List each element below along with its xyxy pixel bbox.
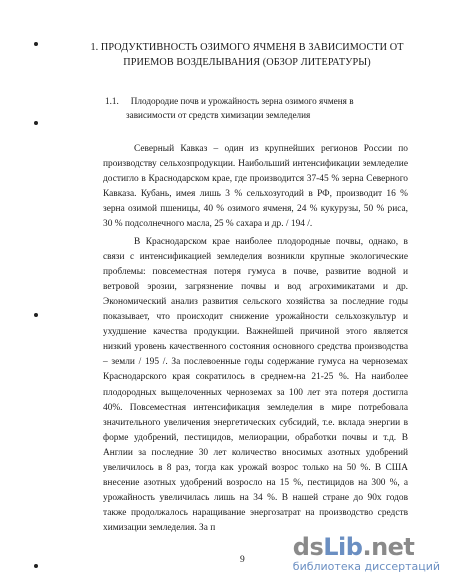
margin-bullet-1 [34,42,38,46]
watermark-logo [293,535,440,559]
section-title-line-2: зависимости от средств химизации земледелия [126,110,311,120]
chapter-heading [82,40,412,70]
section-title-line-1: Плодородие почв и урожайность зерна озимого ячменя в [130,96,354,106]
watermark-logo-ds: ds [292,533,324,561]
margin-bullet-3 [34,313,38,317]
paragraph-2: В Краснодарском крае наиболее плодородные почвы, однако, в связи с интенсификацией земледелия возникли крупные экологические проблемы: повсеместная потеря гумуса в почве, развитие водной и ветровой эрозии, загрязнение почвы и вод агрохимикатами и др. Экономический анализ развития сельского хозяйства за последние годы показывает, что происходит снижение урожайности сельхозкультур и ухудшение качества продукции. Важнейшей причиной этого является низкий уровень качественного состояния основного средства производства – земли / 195 /. За послевоенные годы содержание гумуса на черноземах Краснодарского края сократилось в среднем-на 21-25 %. На наиболее плодородных выщелоченных черноземах за 100 лет эта потеря достигла 40%. Повсеместная интенсификация земледелия в мире потребовала значительного увеличения энергетических субсидий, т.е. вклада энергии в форме удобрений, пестицидов, мелиорации, обработки почвы и т.д. В Англии за последние 30 лет количество вносимых азотных удобрений увеличилось в 8 раз, тогда как урожай возрос только на 50 %. В США внесение азотных удобрений возросло на 15 %, пестицидов на 300 %, а урожайность увеличилась лишь на 34 %. В нашей стране до 90х годов также продолжалось наращивание энергозатрат на производство средств химизации земледелия. За п [103,236,408,534]
section-subheading [105,94,405,122]
margin-bullet-2 [34,121,38,125]
watermark [287,533,444,575]
watermark-logo-net: .net [362,533,415,561]
chapter-heading-line-1: 1. ПРОДУКТИВНОСТЬ ОЗИМОГО ЯЧМЕНЯ В ЗАВИСИМОСТИ ОТ [90,42,404,53]
section-number: 1.1. [105,96,119,106]
chapter-heading-line-2: ПРИЕМОВ ВОЗДЕЛЫВАНИЯ (ОБЗОР ЛИТЕРАТУРЫ) [123,57,371,68]
body-text [103,142,408,536]
watermark-logo-lib: Lib [323,533,363,561]
margin-bullet-4 [34,564,38,568]
page-number: 9 [240,555,245,565]
paragraph-1: Северный Кавказ – один из крупнейших регионов России по производству сельхозпродукции. Наибольший интенсификации земледелие достигло в Краснодарском крае, где производится 37-45 % зерна Северного Кавказа. Кубань, имея лишь 3 % сельхозугодий в РФ, производит 16 % зерна озимой пшеницы, 40 % озимого ячменя, 24 % кукурузы, 50 % риса, 30 % подсолнечного масла, 25 % сахара и др. / 194 /. [103,144,408,230]
watermark-tagline: библиотека диссертаций [292,560,440,573]
